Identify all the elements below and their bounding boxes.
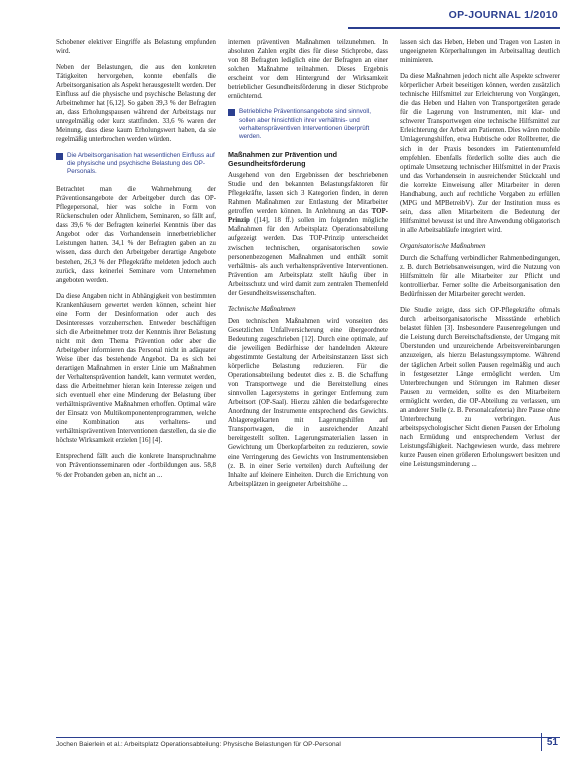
page-header [0,0,578,30]
paragraph: Betrachtet man die Wahrnehmung der Präventionsangebote der Arbeitgeber durch das OP-Pflegepersonal, hier was solche in Form von Rückenschulen oder Ähnlichem, Seminaren, so fällt auf, dass 39,6 % der Befragten keinerlei Kenntnis über das Angebot oder das Vorhandensein innerbetrieblicher Leistungen hatten. 34,1 % der Befragten gaben an zu wissen, dass durch den Arbeitgeber derartige Angebote bestehen, 26,3 % der Pflegekräfte meldeten jedoch auch zurück, dass keinerlei Seminare vom Unternehmen angeboten werden. [56,186,216,284]
column-2 [228,38,388,734]
paragraph: internen präventiven Maßnahmen teilzunehmen. In absoluten Zahlen ergibt dies für diese Stichprobe, dass von 88 Befragten lediglich eine der Befragten an einer solchen Maßnahme teilnahmen. Dieses Ergebnis erscheint vor dem Hintergrund der Wirksamkeit betrieblicher Gesundheitsförderung in dieser Stichprobe ernüchternd. [228,39,388,101]
square-bullet-icon [228,109,235,116]
paragraph: lassen sich das Heben, Heben und Tragen von Lasten in ungeeigneten Körperhaltungen im Arbeitsalltag deutlich minimieren. [400,39,560,65]
paragraph: Die Studie zeigte, dass sich OP-Pflegekräfte oftmals durch arbeitsorganisatorische Missstände erheblich belastet fühlen [3]. Insbesondere Pausenregelungen und die Leistung durch Bereitschaftsdienste, der Umgang mit Überstunden und unzureichende Arbeitsvereinbarungen anzuzeigen, als hierzu Belastungssymptome. Während der täglichen Arbeit sollen Pausen regelmäßig und auch in festgesetzter Länge ermöglicht werden. Um Unterbrechungen und Störungen im Rahmen dieser Pausen zu vermeiden, sollte es den Mitarbeitern ermöglicht werden, die OP-Abteilung zu verlassen, um an anderer Stelle (z. B. Personalcafeteria) ihre Pause ohne Unterbrechung zu verbringen. Aus arbeitspsychologischer Sicht dienen Pausen der Erholung nach Ermüdung und entsprechendem Verlust der Leistungsfähigkeit. Nachgewiesen wurde, dass mehrere kurze Pausen einen größeren Erholungswert besitzen und eine Leistungsminderung ... [400,307,560,469]
subsection-heading: Organisatorische Maßnahmen [400,241,486,250]
paragraph: Durch die Schaffung verbindlicher Rahmenbedingungen, z. B. durch Betriebsanweisungen, wird die Nutzung von Hilfsmitteln für alle Mitarbeiter zur Pflicht und kontrollierbar. Ferner sollte die Arbeitsorganisation den Bedürfnissen der Mitarbeiter gerecht werden. [400,254,560,299]
paragraph [228,171,388,298]
page-number: 51 [546,737,558,748]
page-number-divider [541,733,542,751]
paragraph: Den technischen Maßnahmen wird vonseiten des Gesetzlichen Unfallversicherung eine übergeordnete Bedeutung zugeschrieben [12]. Durch eine optimale, auf die jeweiligen Bedürfnisse der handelnden Akteure abgestimmte Gestaltung der Arbeitsinstanzen lässt sich körperliche Belastung reduzieren. Für die Operationsabteilung bedeutet dies z. B. die Schaffung von Transportwege und die Bereitstellung eines sinnvollen Lagersystems in geringer Entfernung zum Arbeitsort (OP-Saal). Hierzu zählen die bedarfsgerechte Anordnung der Instrumente entsprechend des Gewichts. Ablageregelkarten mit Lagerungshilfen auf Transportwagen, die in ausreichender Anzahl bereitgestellt sollten. Lagerungsmaterialien lassen in Gewichtung um Überkopfarbeiten zu reduzieren, sowie eine Verringerung des Gewichts von Instrumentensieben (z. B. in einer Serie verteilen) durch Aufteilung der Inhalte auf kleinere Einheiten. Durch die Errichtung von Arbeitsplätzen in geeigneter Arbeitshöhe ... [228,317,388,488]
paragraph: Da diese Maßnahmen jedoch nicht alle Aspekte schwerer körperlicher Arbeit beseitigen können, werden zusätzlich technische Hilfsmittel zur Erleichterung von Vorgängen, die das Heben und Halten von Transportgeräten gerade für die Lagerung von Instrumenten, mit klar- und schwerer Transportwegen eine technische Hilfsmittel zur Erleichterung der Arbeit am Patienten. Dies wären mobile Umlagerungshilfen, etwa Hubtische oder Rollbretter, die sich in der Praxis besonders im Patientenumfeld empfehlen. Ebenfalls förderlich sollte dies auch die optimale Umsetzung technischer Hilfsmittel in der Praxis und das Vorhandensein in ausreichender Stückzahl und die korrekte Einweisung aller Mitarbeiter in deren Handhabung, auch auf rechtliche Vorgaben zu erfüllen (MPG und MPBetreibV). Zur der Institution muss es sein, dass allen Mitarbeitern die Bedeutung der Hilfsmittel bewusst ist und ihre Anwendung obligatorisch in alle Arbeitsabläufe integriert wird. [400,73,560,234]
footer-citation: Jochen Baierlein et al.: Arbeitsplatz Operationsabteilung: Physische Belastungen für OP-Personal [56,741,341,748]
callout-text: Die Arbeitsorganisation hat wesentlichen Einfluss auf die physische und psychische Belastung des OP-Personals. [67,151,215,175]
callout-box [228,108,388,141]
text-span: ([14], 18 ff.) sollen im folgenden mögliche Maßnahmen für den Arbeitsplatz Operationsabteilung aufgezeigt werden. Das TOP-Prinzip unterscheidet zwischen technischen, organisatorischen sowie personenbezogenen Maßnahmen und enthält somit verhältnis- als auch verhaltenspräventive Interventionen. Prävention am Arbeitsplatz stellt häufig über in Arbeitsschutz und wird damit zum zentralen Themenfeld der Gesundheitswissenschaften. [228,217,388,297]
paragraph: Da diese Angaben nicht in Abhängigkeit von bestimmten Krankenhäusern gewertet werden können, scheint hier eine Form der Desinformation oder auch des Desinteresses vorzuherrschen. Entweder beschäftigen sich die Arbeitnehmer trotz der Kenntnis ihrer Belastung nicht mit dem Thema Prävention oder aber die Arbeitgeber informieren das Personal nicht in adäquater Weise über das bestehende Angebot. Da es sich bei derartigen Maßnahmen in erster Linie um Maßnahmen der Verhaltensprävention handelt, kann vermutet werden, dass die Arbeitnehmer hieran kein Interesse zeigen und sich eventuell eher eine Minderung der Belastung über verhältnispräventive Maßnahmen erhoffen. Optimal wäre der Einsatz von Multikomponentenprogrammen, welche eine Kombination aus verhaltens- und verhältnispräventiven Interventionen darstellen, da sie die höchste Wirksamkeit erzielen [16] [4]. [56,292,216,445]
column-1 [56,38,216,734]
subsection-heading: Technische Maßnahmen [228,304,296,313]
callout-text: Betriebliche Präventionsangebote sind sinnvoll, sollen aber hinsichtlich ihrer verhältnis- und verhaltenspräventiven Interventionen überprüft werden. [239,108,371,140]
paragraph: Schobener elektiver Eingriffe als Belastung empfunden wird. [56,39,216,56]
column-3 [400,38,560,734]
header-rule [348,27,560,29]
square-bullet-icon [56,153,63,160]
article-body [56,38,560,734]
callout-box [56,152,216,177]
section-heading: Maßnahmen zur Prävention und Gesundheitsförderung [228,150,338,169]
paragraph: Neben der Belastungen, die aus den konkreten Tätigkeiten hervorgehen, konnte ebenfalls die Arbeitsorganisation als Aspekt herausgestellt werden. Der Einfluss auf die physische und psychische Belastung der Arbeitnehmer hat [6,12]. So gaben 39,3 % der Befragten an, dass Erholungspausen während der Arbeitstags nur unregelmäßig oder kurz stattfinden. 33,6 % waren der Meinung, dass diese kaum Erholungswert haben, da sie regelmäßig unterbrochen werden würden. [56,64,216,144]
paragraph: Entsprechend fällt auch die konkrete Inanspruchnahme von Präventionsseminaren oder -fortbildungen aus. 58,8 % der Probanden geben an, nicht an ... [56,453,216,479]
journal-title: OP-JOURNAL 1/2010 [448,9,558,21]
top-principle-term: TOP-Prinzip [228,208,388,225]
text-span: Ausgehend von den Ergebnissen der beschriebenen Studie und den bekannten Belastungsfaktoren für Pflegekräfte, lassen sich 3 Kategorien finden, in deren Rahmen Maßnahmen zur Entlastung der Mitarbeiter getroffen werden können. In Anlehnung an das [228,172,388,216]
footer-rule [56,737,560,738]
